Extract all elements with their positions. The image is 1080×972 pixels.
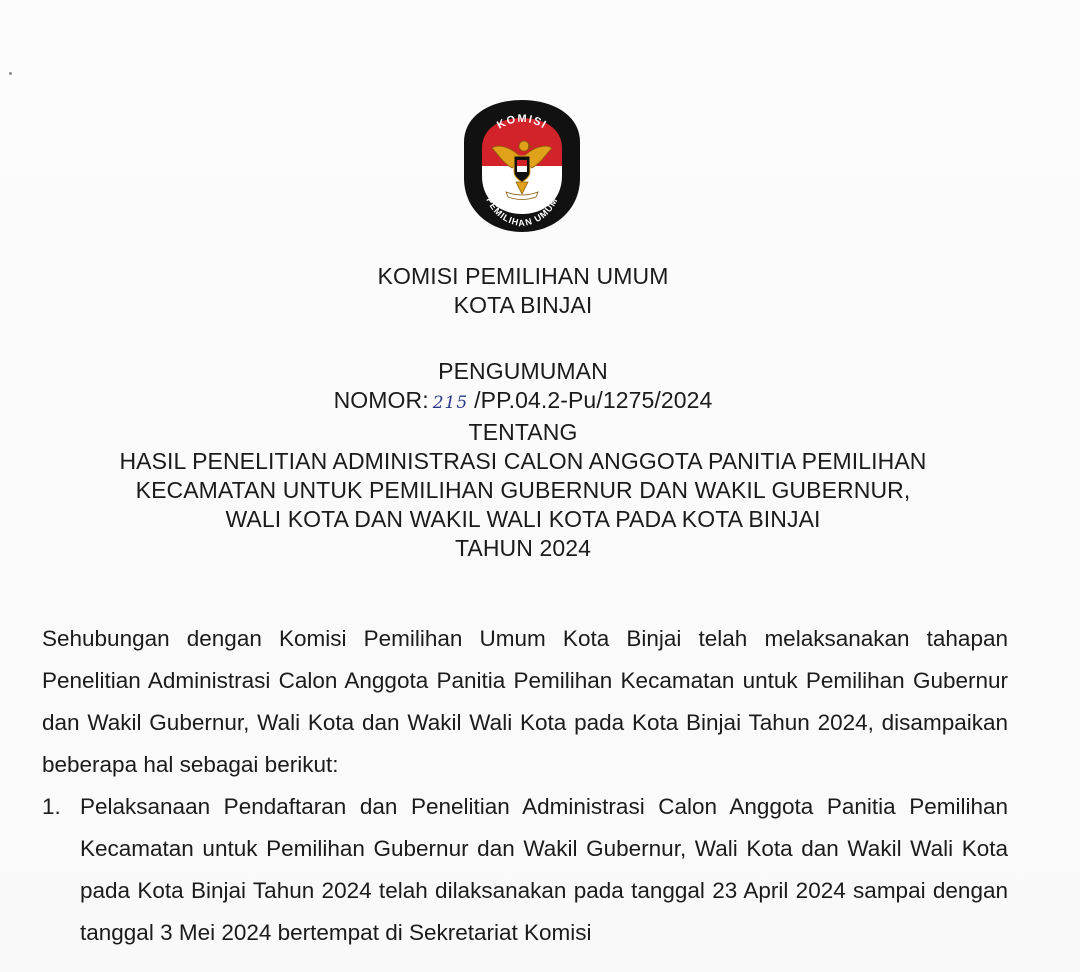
- intro-paragraph: Sehubungan dengan Komisi Pemilihan Umum Kota Binjai telah melaksanakan tahapan Penelitian Administrasi Calon Anggota Panitia Pemilihan Kecamatan untuk Pemilihan Gubernur dan Wakil Gubernur, Wali Kota dan Wakil Wali Kota pada Kota Binjai Tahun 2024, disampaikan beberapa hal sebagai berikut:: [42, 626, 1008, 777]
- subject-line: HASIL PENELITIAN ADMINISTRASI CALON ANGGOTA PANITIA PEMILIHAN: [119, 448, 927, 474]
- list-item-number: 1.: [42, 794, 61, 819]
- scan-speck: [9, 72, 12, 75]
- announcement-title: PENGUMUMAN: [438, 358, 608, 384]
- nomor-rest: /PP.04.2-Pu/1275/2024: [474, 387, 713, 413]
- nomor-handwritten: 215: [432, 393, 469, 413]
- announcement-title-block: [0, 357, 1046, 563]
- list-item: [42, 786, 1008, 954]
- org-name: KOMISI PEMILIHAN UMUM: [377, 263, 669, 289]
- subject-line: KECAMATAN UNTUK PEMILIHAN GUBERNUR DAN WAKIL GUBERNUR,: [135, 477, 911, 503]
- subject-line: WALI KOTA DAN WAKIL WALI KOTA PADA KOTA BINJAI: [225, 506, 821, 532]
- tentang-label: TENTANG: [468, 419, 578, 445]
- announcement-body: [42, 618, 1008, 954]
- subject-year: TAHUN 2024: [454, 535, 592, 561]
- organization-header: [0, 262, 1046, 320]
- nomor-label: NOMOR:: [333, 387, 429, 413]
- point-list: [42, 786, 1008, 954]
- logo-bottom-text: PEMILIHAN UMUM: [484, 195, 560, 229]
- org-city: KOTA BINJAI: [453, 292, 593, 318]
- announcement-number: [0, 386, 1046, 418]
- list-item-text: Pelaksanaan Pendaftaran dan Penelitian Administrasi Calon Anggota Panitia Pemilihan Kecamatan untuk Pemilihan Gubernur dan Wakil Gubernur, Wali Kota dan Wakil Wali Kota pada Kota Binjai Tahun 2024 telah dilaksanakan pada tanggal 23 April 2024 sampai dengan tanggal 3 Mei 2024 bertempat di Sekretariat Komisi: [80, 794, 1008, 945]
- kpu-logo: [462, 98, 582, 234]
- logo-top-text: KOMISI: [495, 112, 550, 132]
